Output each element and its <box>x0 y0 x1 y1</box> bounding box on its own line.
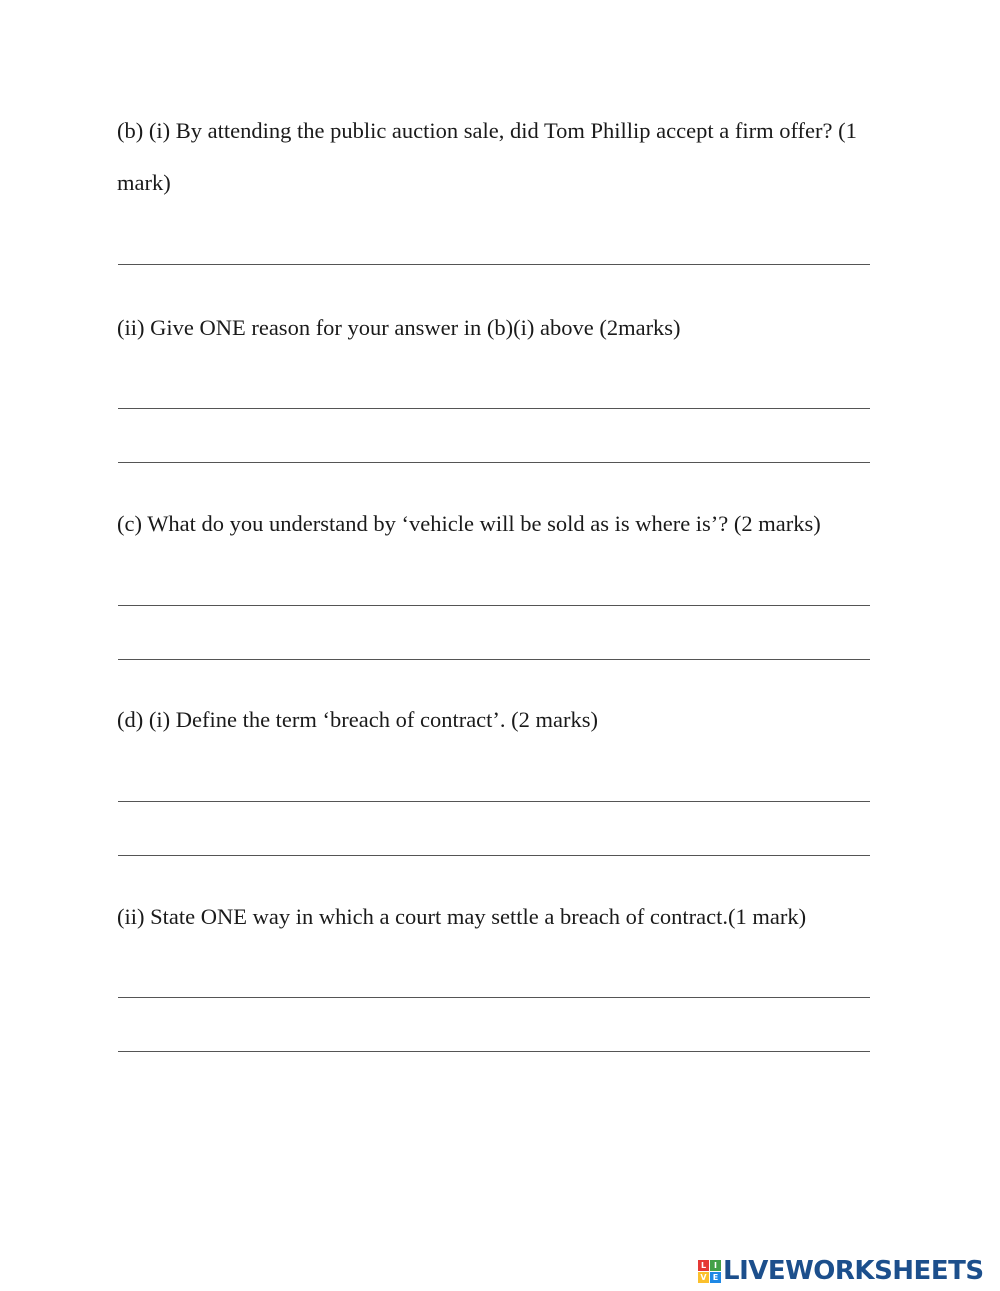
answer-line-d-ii-2[interactable] <box>118 1051 870 1052</box>
brand-name: LIVEWORKSHEETS <box>723 1256 984 1286</box>
question-c: (c) What do you understand by ‘vehicle will be sold as is where is’? (2 marks) <box>117 511 821 536</box>
answer-line-d-ii-1[interactable] <box>118 997 870 998</box>
logo-cell-v: V <box>698 1272 709 1283</box>
answer-line-b-ii-2[interactable] <box>118 462 870 463</box>
logo-cell-e: E <box>710 1272 721 1283</box>
answer-line-c-2[interactable] <box>118 659 870 660</box>
logo-cell-l: L <box>698 1260 709 1271</box>
answer-line-d-i-1[interactable] <box>118 801 870 802</box>
answer-line-d-i-2[interactable] <box>118 855 870 856</box>
logo-grid-icon <box>698 1260 721 1283</box>
question-d-i: (d) (i) Define the term ‘breach of contract’. (2 marks) <box>117 707 599 732</box>
liveworksheets-logo <box>698 1256 984 1286</box>
logo-cell-i: I <box>710 1260 721 1271</box>
question-b-i: (b) (i) By attending the public auction sale, did Tom Phillip accept a firm offer? (1 mark) <box>117 118 857 195</box>
question-b-ii: (ii) Give ONE reason for your answer in (b)(i) above (2marks) <box>117 315 681 340</box>
answer-line-b-ii-1[interactable] <box>118 408 870 409</box>
question-d-ii: (ii) State ONE way in which a court may settle a breach of contract.(1 mark) <box>117 904 807 929</box>
answer-line-b-i[interactable] <box>118 264 870 265</box>
answer-line-c-1[interactable] <box>118 605 870 606</box>
